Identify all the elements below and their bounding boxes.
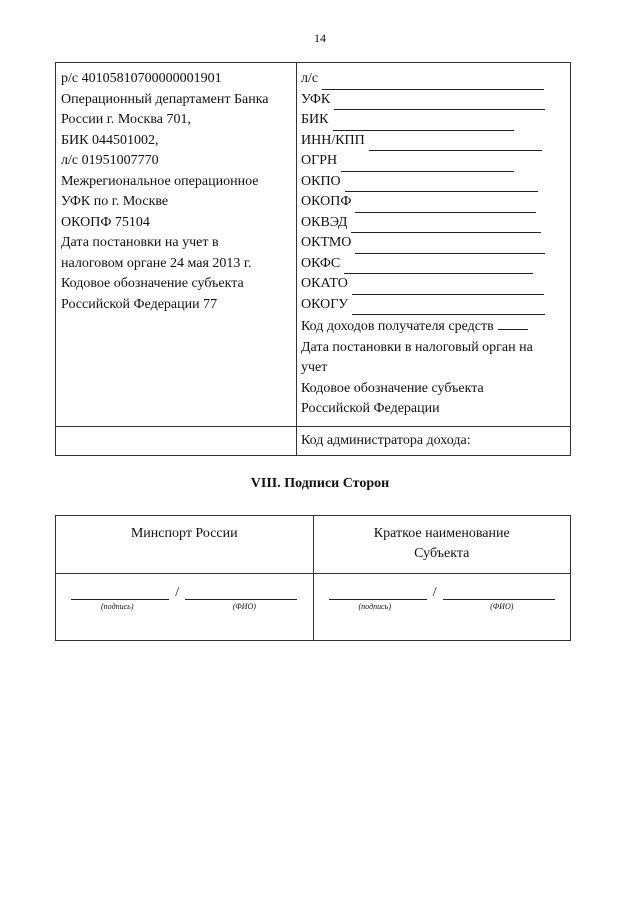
subject-requisite-label: БИК xyxy=(301,112,329,127)
subject-requisite-label: ОГРН xyxy=(301,153,338,168)
right-party-name-line-2: Субъекта xyxy=(414,546,470,561)
ministry-requisite-line: налоговом органе 24 мая 2013 г. xyxy=(61,255,252,271)
subject-requisite-blank xyxy=(355,198,536,213)
subject-requisite-field xyxy=(301,233,570,254)
ministry-requisites xyxy=(56,63,296,315)
subject-requisite-label: УФК xyxy=(301,91,331,107)
subject-requisites xyxy=(297,63,570,426)
subject-requisite-label: ОКФС xyxy=(301,255,341,271)
income-code-label: Код доходов получателя средств xyxy=(301,319,494,334)
right-name-caption: (ФИО) xyxy=(490,602,514,611)
subject-requisite-field xyxy=(301,172,570,193)
subject-requisite-label: ОКОГУ xyxy=(301,296,349,312)
subject-requisite-label: ОКВЭД xyxy=(301,214,348,230)
left-party-cell xyxy=(56,516,314,574)
subject-requisite-blank xyxy=(333,116,514,131)
ministry-requisite-line: Межрегиональное операционное xyxy=(61,173,259,189)
subject-requisite-blank xyxy=(322,75,544,90)
subject-requisite-field xyxy=(301,90,570,111)
left-signature-cell xyxy=(56,574,314,641)
subject-requisite-blank xyxy=(369,136,542,151)
right-party-name-line-1: Краткое наименование xyxy=(373,526,510,541)
right-signature-cell xyxy=(313,574,571,641)
subject-requisite-blank xyxy=(345,177,538,192)
subject-requisite-field xyxy=(301,295,570,316)
right-name-line xyxy=(443,585,555,600)
ministry-requisite-line: Кодовое обозначение субъекта xyxy=(61,276,244,291)
left-signature-block xyxy=(56,584,313,611)
left-signature-line xyxy=(71,585,169,600)
subject-requisite-label: л/с xyxy=(301,71,319,86)
ministry-requisite-line: Российской Федерации 77 xyxy=(61,296,218,312)
right-signature-line xyxy=(329,585,427,600)
left-signature-caption: (подпись) xyxy=(101,602,134,611)
subject-requisite-blank xyxy=(334,95,545,110)
subject-requisite-field xyxy=(301,69,570,90)
subject-requisite-blank xyxy=(341,157,514,172)
subject-requisite-field xyxy=(301,151,570,172)
subject-requisite-label: ОКПО xyxy=(301,173,341,189)
right-signature-block xyxy=(314,584,571,611)
admin-code-label: Код администратора дохода: xyxy=(301,432,471,448)
income-code-line xyxy=(301,315,570,338)
subject-requisite-label: ОКАТО xyxy=(301,276,348,291)
admin-code-cell xyxy=(297,426,571,455)
ministry-requisite-line: р/с 40105810700000001901 xyxy=(61,71,222,86)
subject-requisite-blank xyxy=(355,239,545,254)
empty-admin-cell xyxy=(56,426,297,455)
subject-requisite-blank xyxy=(352,280,544,295)
signatures-table xyxy=(55,515,571,641)
subject-requisite-blank xyxy=(351,218,541,233)
subject-requisite-field xyxy=(301,254,570,275)
subject-requisite-field xyxy=(301,110,570,131)
subject-code-label-line-1: Кодовое обозначение субъекта xyxy=(301,380,484,396)
left-name-caption: (ФИО) xyxy=(232,602,256,611)
subject-requisite-label: ИНН/КПП xyxy=(301,132,365,148)
subject-requisite-label: ОКТМО xyxy=(301,235,352,250)
registration-date-label-line-1: Дата постановки в налоговый орган на xyxy=(301,339,533,355)
registration-date-label-line-2: учет xyxy=(301,360,328,375)
left-name-line xyxy=(185,585,297,600)
ministry-requisite-line: л/с 01951007770 xyxy=(61,153,159,168)
left-party-name: Минспорт России xyxy=(130,526,238,541)
ministry-requisite-line: ОКОПФ 75104 xyxy=(61,214,150,230)
right-signature-slash: / xyxy=(432,585,437,600)
subject-requisite-field xyxy=(301,131,570,152)
left-signature-slash: / xyxy=(175,585,180,600)
subject-requisite-field xyxy=(301,192,570,213)
requisites-table xyxy=(55,62,571,456)
ministry-requisite-line: России г. Москва 701, xyxy=(61,112,191,127)
subject-requisite-blank xyxy=(352,300,545,315)
page-number: 14 xyxy=(314,31,326,45)
subject-requisites-cell xyxy=(297,63,571,427)
income-code-blank xyxy=(498,315,528,330)
right-party-cell xyxy=(313,516,571,574)
section-title: VIII. Подписи Сторон xyxy=(250,476,390,491)
ministry-requisite-line: Дата постановки на учет в xyxy=(61,235,219,250)
ministry-requisite-line: БИК 044501002, xyxy=(61,132,159,148)
ministry-requisite-line: УФК по г. Москве xyxy=(61,194,169,209)
subject-requisite-label: ОКОПФ xyxy=(301,194,352,209)
ministry-requisite-line: Операционный департамент Банка xyxy=(61,91,269,107)
right-signature-caption: (подпись) xyxy=(358,602,391,611)
subject-code-label-line-2: Российской Федерации xyxy=(301,401,440,416)
subject-requisite-blank xyxy=(344,259,533,274)
subject-requisite-field xyxy=(301,274,570,295)
ministry-requisites-cell xyxy=(56,63,297,427)
subject-requisite-field xyxy=(301,213,570,234)
